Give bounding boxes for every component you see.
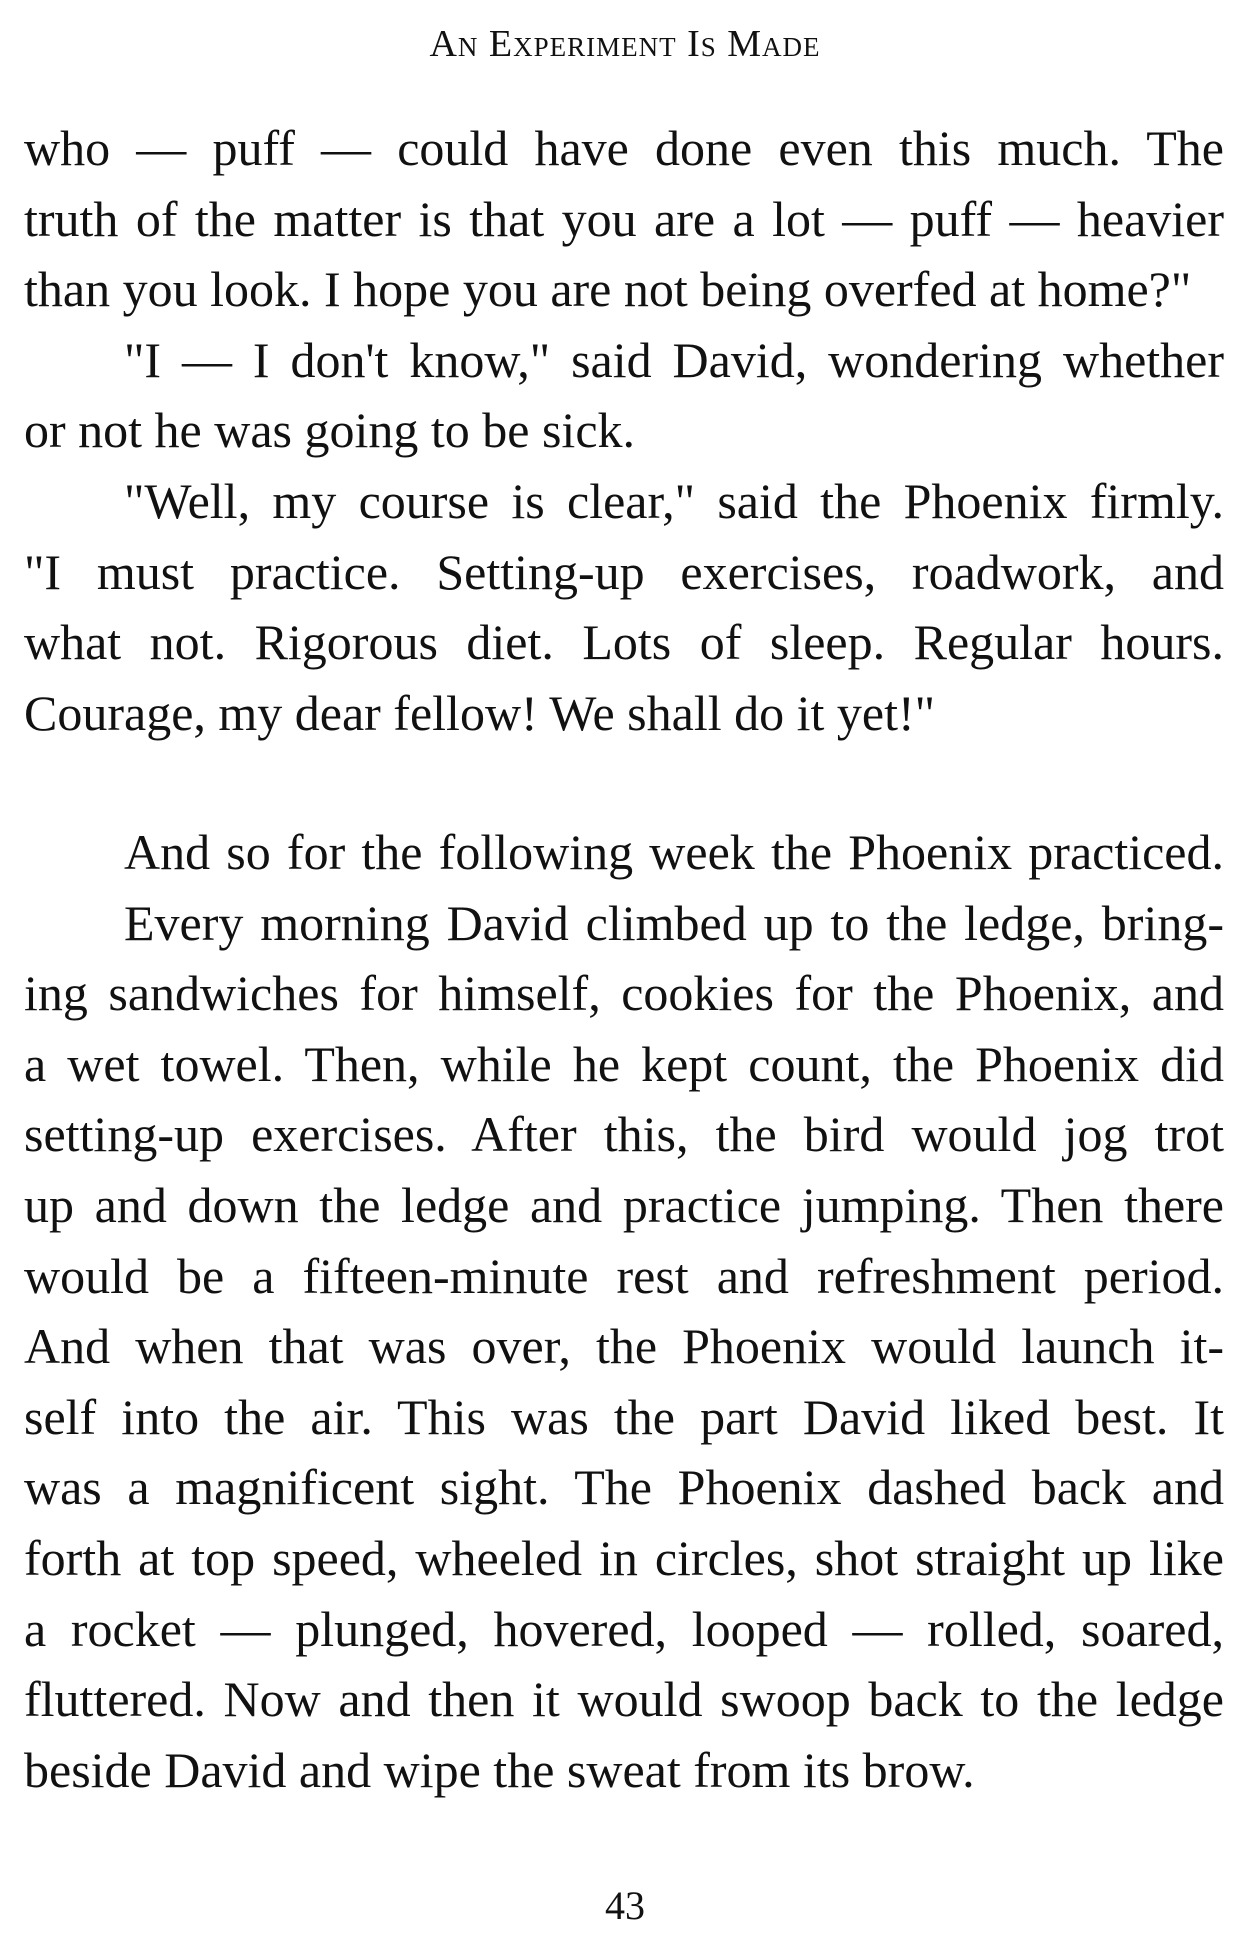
text-line: what not. Rigorous diet. Lots of sleep. Regular hours. <box>24 614 1224 671</box>
text-line: Courage, my dear fellow! We shall do it yet!" <box>24 684 936 741</box>
text-line: up and down the ledge and practice jumping. Then there <box>24 1176 1224 1233</box>
text-line: "Well, my course is clear," said the Phoenix firmly. <box>124 472 1224 529</box>
text-line: a wet towel. Then, while he kept count, the Phoenix did <box>24 1035 1224 1092</box>
text-line: ing sandwiches for himself, cookies for the Phoenix, and <box>24 965 1224 1022</box>
text-line: setting-up exercises. After this, the bird would jog trot <box>24 1106 1224 1163</box>
text-line: forth at top speed, wheeled in circles, shot straight up like <box>24 1529 1224 1586</box>
text-line: who — puff — could have done even this much. The <box>24 120 1224 176</box>
text-line: than you look. I hope you are not being overfed at home?" <box>24 261 1192 318</box>
text-line: Every morning David climbed up to the ledge, bring- <box>124 894 1224 951</box>
text-block-practice <box>24 817 1224 1805</box>
text-line: a rocket — plunged, hovered, looped — rolled, soared, <box>24 1600 1224 1657</box>
running-head: An Experiment Is Made <box>429 23 821 65</box>
text-line: would be a fifteen-minute rest and refreshment period. <box>24 1247 1224 1304</box>
text-line: fluttered. Now and then it would swoop back to the ledge <box>24 1671 1224 1728</box>
text-line: truth of the matter is that you are a lot — puff — heavier <box>24 190 1224 247</box>
text-line: "I must practice. Setting-up exercises, roadwork, and <box>24 543 1224 600</box>
text-line: self into the air. This was the part David liked best. It <box>24 1388 1224 1445</box>
text-block-continued-dialogue <box>24 113 1224 748</box>
text-line: beside David and wipe the sweat from its brow. <box>24 1741 975 1798</box>
text-line: or not he was going to be sick. <box>24 402 636 459</box>
text-line: "I — I don't know," said David, wondering whether <box>124 331 1224 388</box>
text-line: And when that was over, the Phoenix would launch it- <box>24 1318 1224 1375</box>
text-line: And so for the following week the Phoenix practiced. <box>124 824 1224 880</box>
page-number: 43 <box>605 1883 645 1928</box>
text-line: was a magnificent sight. The Phoenix dashed back and <box>24 1459 1224 1516</box>
